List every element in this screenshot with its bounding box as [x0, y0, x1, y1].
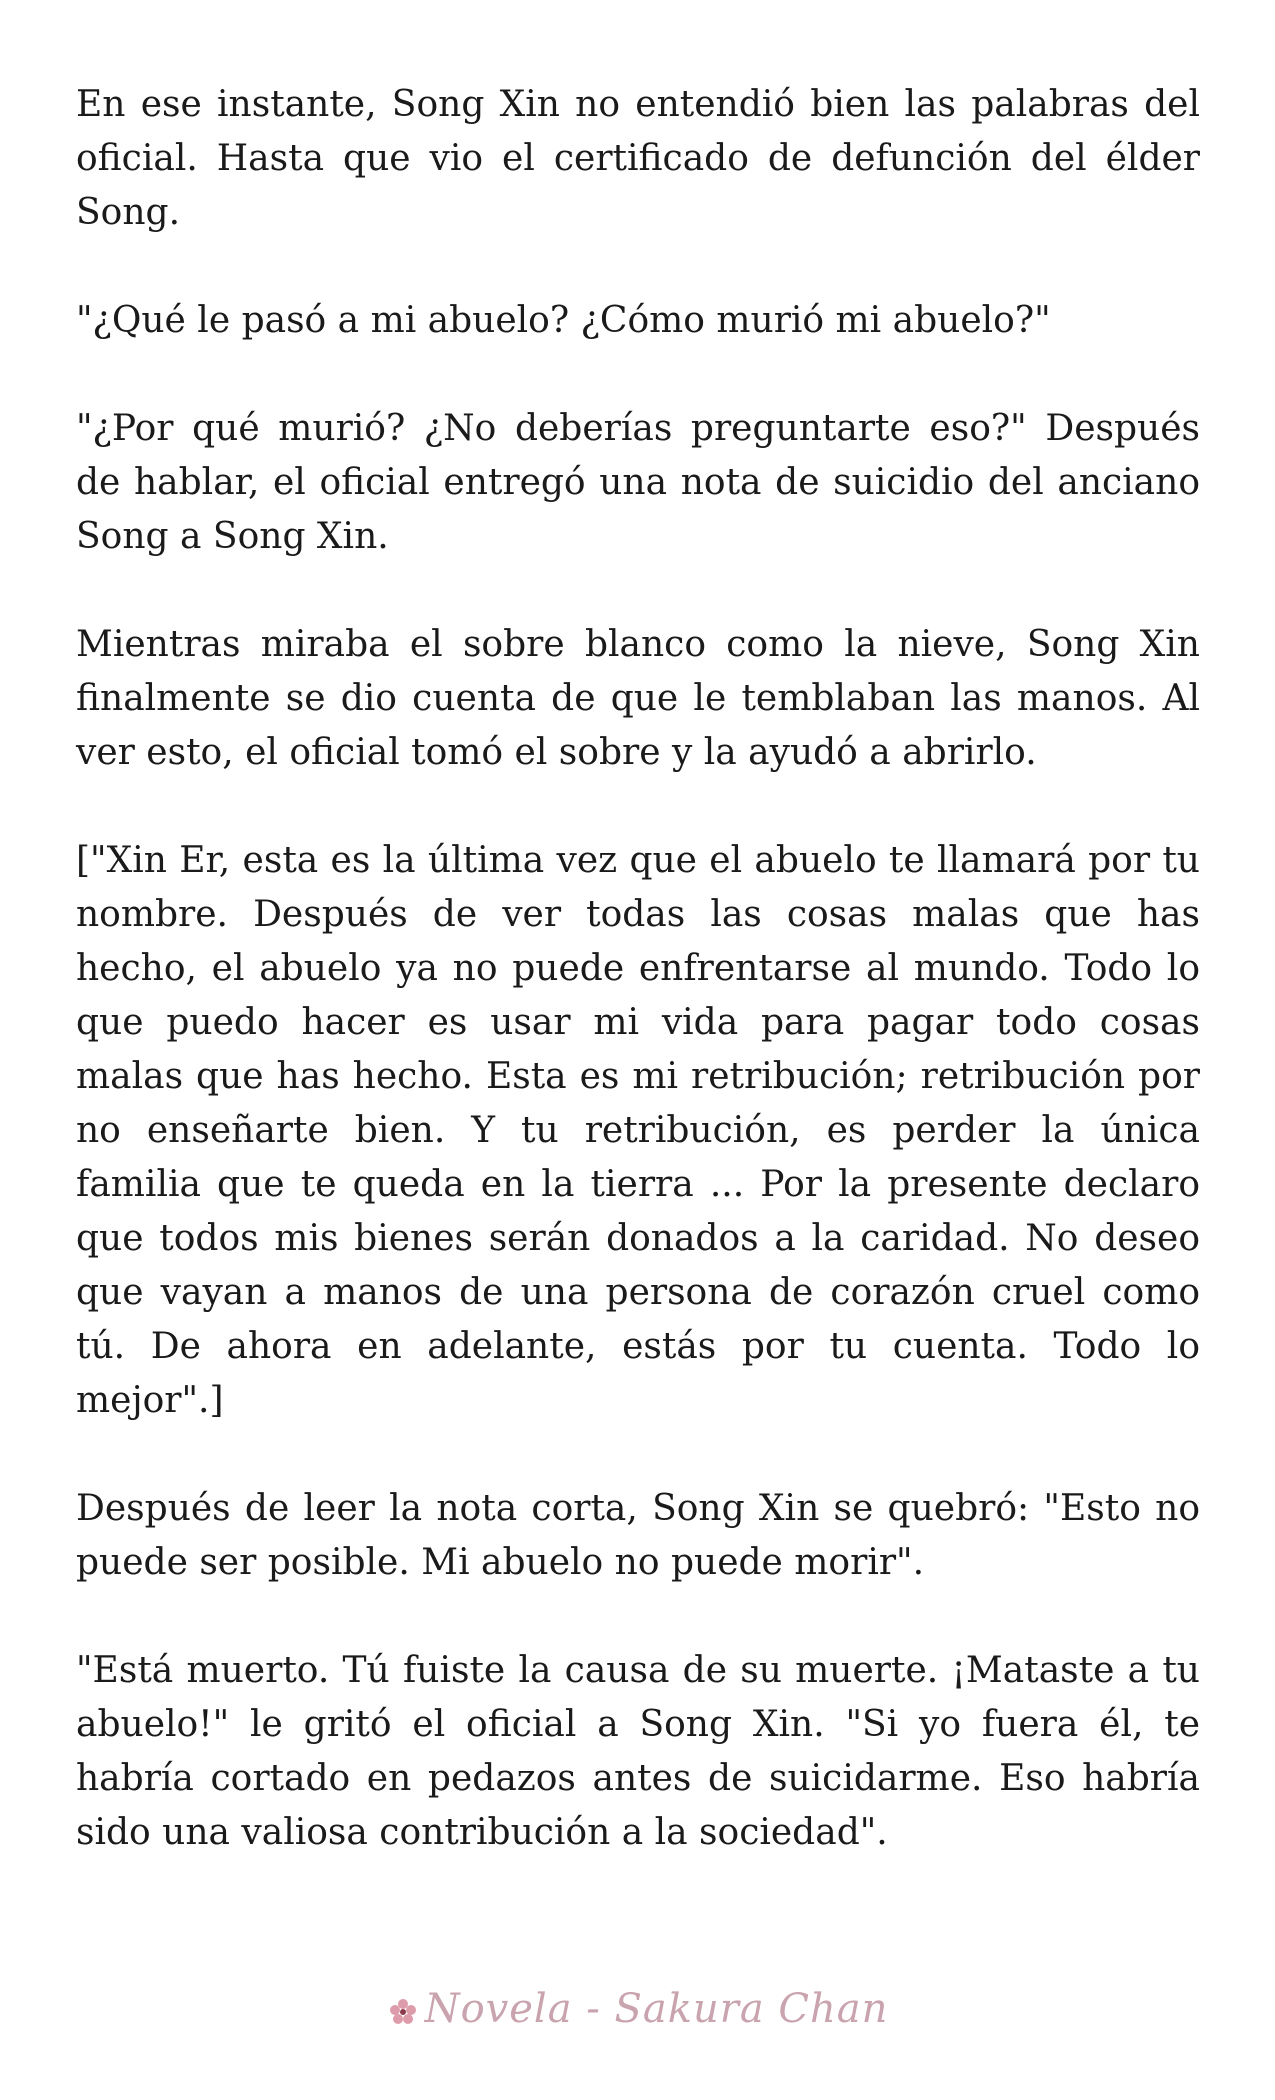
paragraph-6: Después de leer la nota corta, Song Xin se quebró: "Esto no puede ser posible. Mi abuelo no puede morir".	[76, 1488, 1200, 1583]
watermark	[0, 1986, 1275, 2032]
paragraph-3: "¿Por qué murió? ¿No deberías preguntarte eso?" Después de hablar, el oficial entregó una nota de suicidio del anciano Song a Song Xin.	[76, 408, 1200, 557]
watermark-text: Novela - Sakura Chan	[424, 1986, 889, 2032]
paragraph-1: En ese instante, Song Xin no entendió bien las palabras del oficial. Hasta que vio el certificado de defunción del élder Song.	[76, 84, 1200, 233]
document-body	[76, 78, 1200, 1914]
paragraph-4: Mientras miraba el sobre blanco como la nieve, Song Xin finalmente se dio cuenta de que le temblaban las manos. Al ver esto, el oficial tomó el sobre y la ayudó a abrirlo.	[76, 624, 1200, 773]
paragraph-7: "Está muerto. Tú fuiste la causa de su muerte. ¡Mataste a tu abuelo!" le gritó el oficial a Song Xin. "Si yo fuera él, te habría cortado en pedazos antes de suicidarme. Eso habría sido una valiosa contribución a la sociedad".	[76, 1650, 1200, 1853]
paragraph-2: "¿Qué le pasó a mi abuelo? ¿Cómo murió mi abuelo?"	[76, 300, 1051, 341]
cherry-blossom-icon	[387, 1992, 419, 2024]
paragraph-5: ["Xin Er, esta es la última vez que el abuelo te llamará por tu nombre. Después de ver todas las cosas malas que has hecho, el abuelo ya no puede enfrentarse al mundo. Todo lo que puedo hacer es usar mi vida para pagar todo cosas malas que has hecho. Esta es mi retribución; retribución por no enseñarte bien. Y tu retribución, es perder la única familia que te queda en la tierra ... Por la presente declaro que todos mis bienes serán donados a la caridad. No deseo que vayan a manos de una persona de corazón cruel como tú. De ahora en adelante, estás por tu cuenta. Todo lo mejor".]	[76, 840, 1200, 1421]
